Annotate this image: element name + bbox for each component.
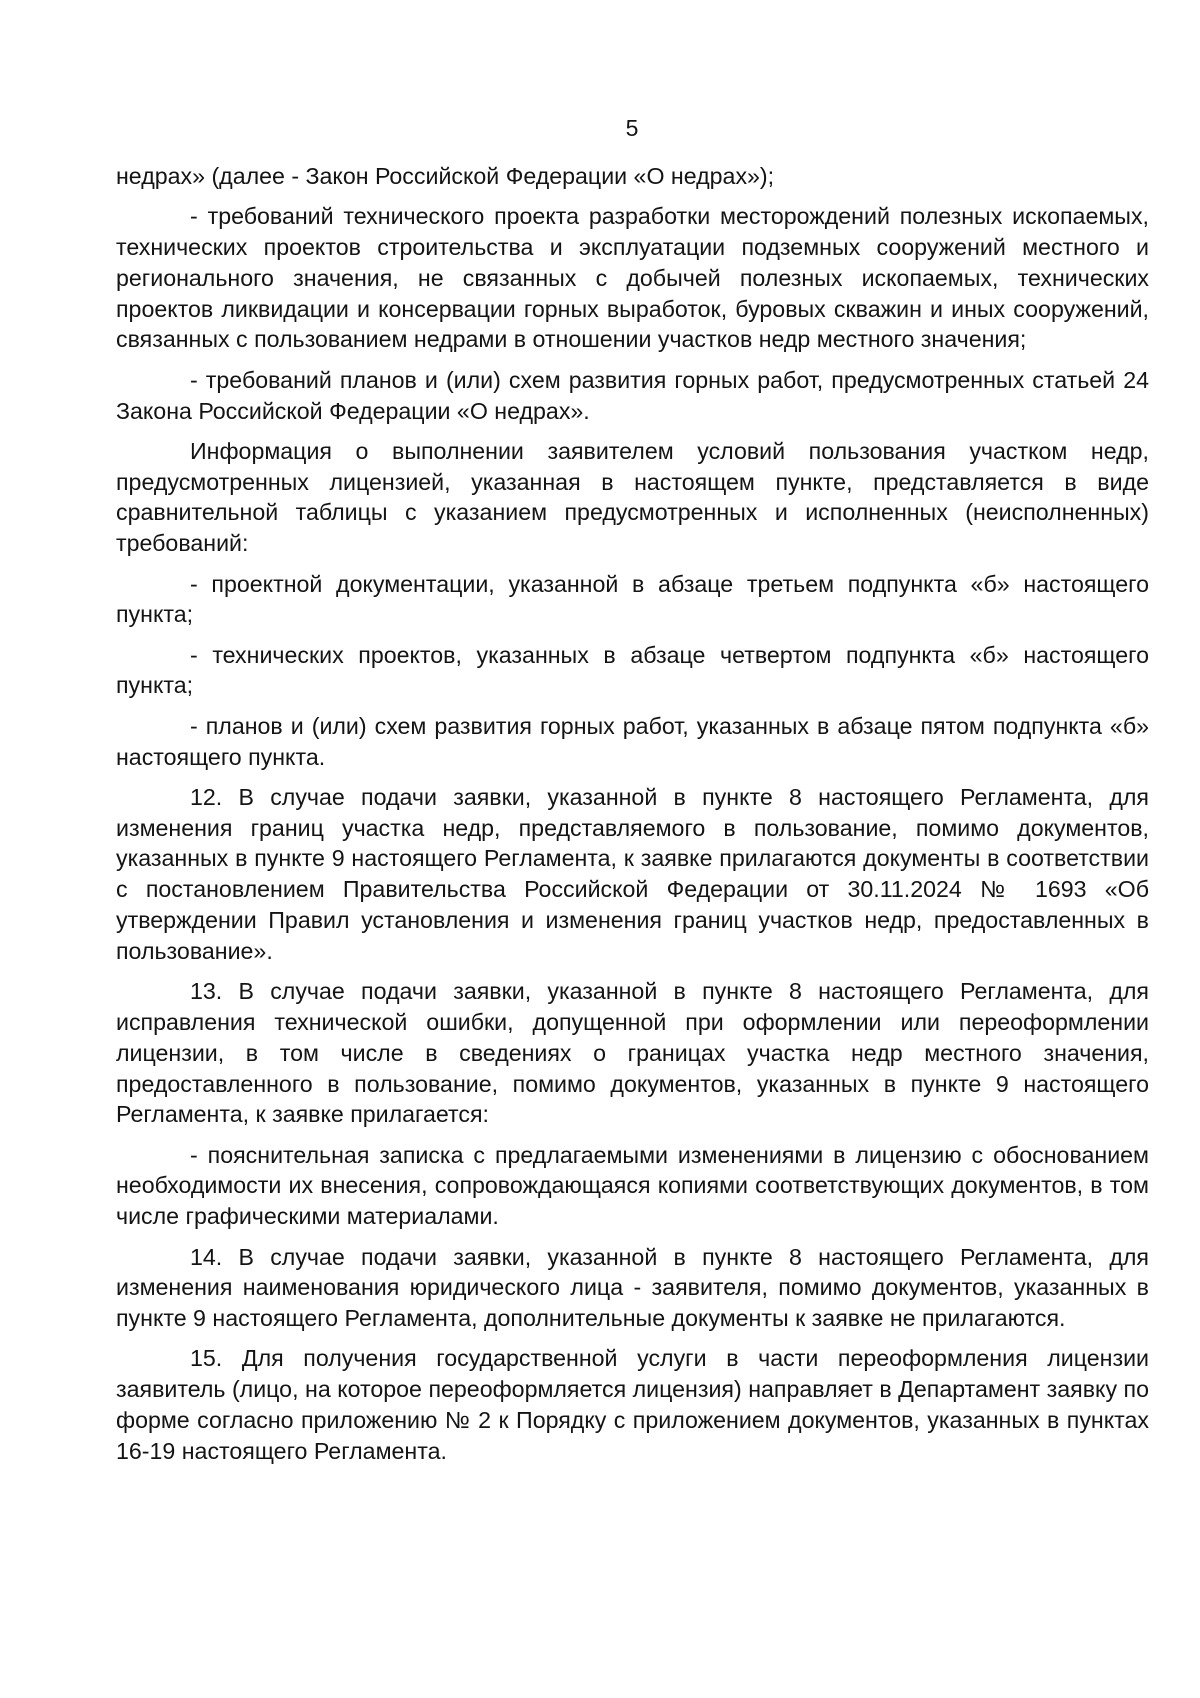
list-item-technical-projects: - технических проектов, указанных в абзаце четвертом подпункта «б» настоящего пункта; <box>116 641 1149 699</box>
list-item-technical-project-requirements: - требований технического проекта разработки месторождений полезных ископаемых, технических проектов строительства и эксплуатации подземных сооружений местного и регионального значения, не связанных с добычей полезных ископаемых, технических проектов ликвидации и консервации горных выработок, буровых скважин и иных сооружений, связанных с пользованием недрами в отношении участков недр местного значения; <box>116 203 1149 353</box>
paragraph-clause-12: 12. В случае подачи заявки, указанной в пункте 8 настоящего Регламента, для изменения границ участка недр, представляемого в пользование, помимо документов, указанных в пункте 9 настоящего Регламента, к заявке прилагаются документы в соответствии с постановлением Правительства Российской Федерации от 30.11.2024 № 1693 «Об утверждении Правил установления и изменения границ участков недр, предоставленных в пользование». <box>116 783 1149 964</box>
list-item-explanatory-note: - пояснительная записка с предлагаемыми изменениями в лицензию с обоснованием необходимости их внесения, сопровождающаяся копиями соответствующих документов, в том числе графическими материалами. <box>116 1141 1149 1230</box>
list-item-project-documentation: - проектной документации, указанной в абзаце третьем подпункта «б» настоящего пункта; <box>116 570 1149 628</box>
page-number: 5 <box>625 115 639 141</box>
paragraph-clause-14: 14. В случае подачи заявки, указанной в пункте 8 настоящего Регламента, для изменения наименования юридического лица - заявителя, помимо документов, указанных в пункте 9 настоящего Регламента, дополнительные документы к заявке не прилагаются. <box>116 1243 1149 1332</box>
paragraph-clause-13: 13. В случае подачи заявки, указанной в пункте 8 настоящего Регламента, для исправления технической ошибки, допущенной при оформлении или переоформлении лицензии, в том числе в сведениях о границах участка недр местного значения, предоставленного в пользование, помимо документов, указанных в пункте 9 настоящего Регламента, к заявке прилагается: <box>116 978 1149 1128</box>
paragraph-clause-15: 15. Для получения государственной услуги в части переоформления лицензии заявитель (лицо, на которое переоформляется лицензия) направляет в Департамент заявку по форме согласно приложению № 2 к Порядку с приложением документов, указанных в пунктах 16-19 настоящего Регламента. <box>116 1345 1149 1464</box>
paragraph-continuation: недрах» (далее - Закон Российской Федерации «О недрах»); <box>116 163 775 189</box>
paragraph-compliance-information: Информация о выполнении заявителем условий пользования участком недр, предусмотренных лицензией, указанная в настоящем пункте, представляется в виде сравнительной таблицы с указанием предусмотренных и исполненных (неисполненных) требований: <box>116 437 1149 557</box>
list-item-mining-plans-requirements: - требований планов и (или) схем развития горных работ, предусмотренных статьей 24 Закона Российской Федерации «О недрах». <box>116 366 1149 424</box>
document-body <box>116 161 1149 1476</box>
list-item-mining-plans: - планов и (или) схем развития горных работ, указанных в абзаце пятом подпункта «б» настоящего пункта. <box>116 712 1149 770</box>
